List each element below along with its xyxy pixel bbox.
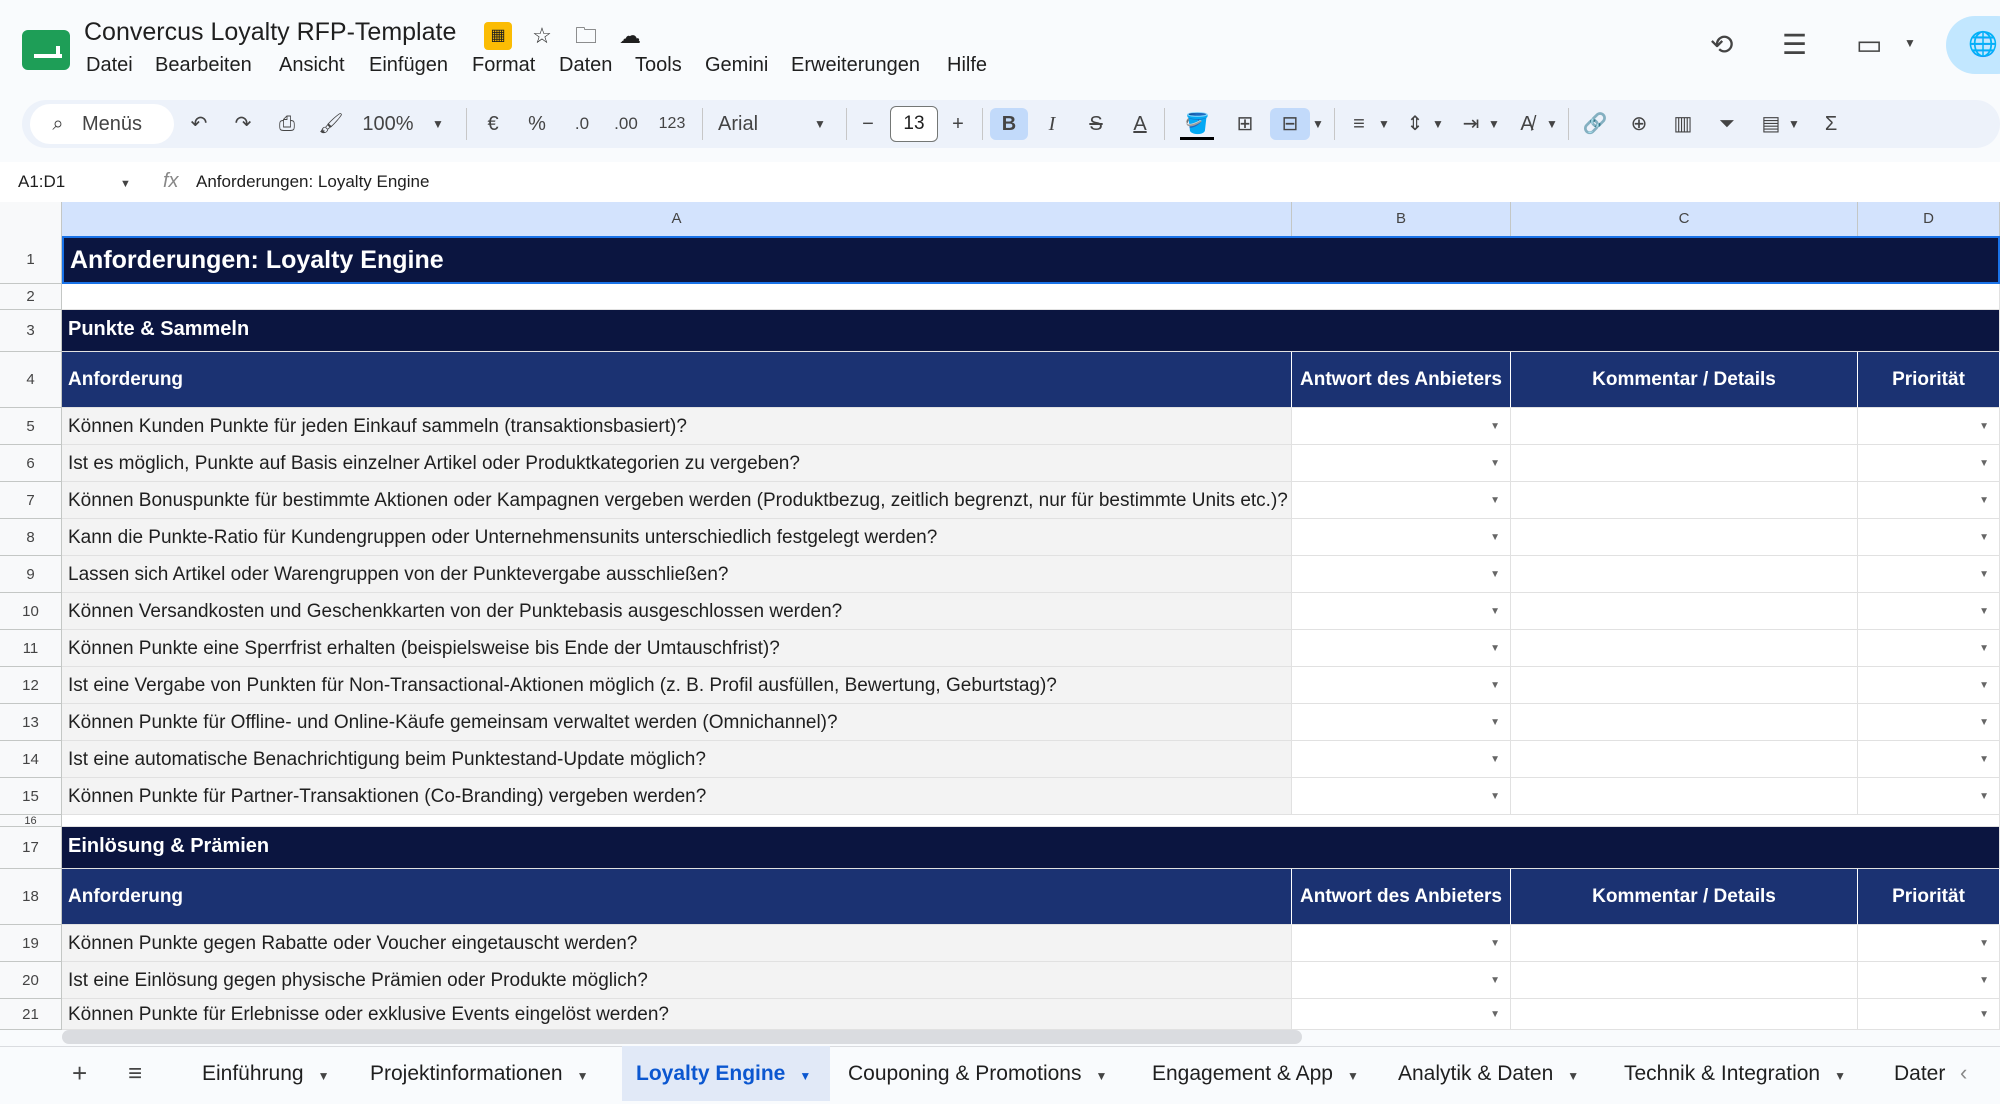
tab-label: Engagement & App	[1152, 1062, 1333, 1085]
tab-label: Couponing & Promotions	[848, 1062, 1082, 1085]
bold-button[interactable]: B	[990, 108, 1028, 140]
comment-cell[interactable]	[1511, 741, 1858, 778]
comment-cell[interactable]	[1511, 630, 1858, 667]
menu-search-label: Menüs	[82, 113, 143, 135]
meet-chevron-down-icon[interactable]: ▼	[1904, 36, 1916, 50]
tab-analytik-daten[interactable]	[1384, 1046, 1593, 1101]
tab-couponing-promotions[interactable]	[834, 1046, 1121, 1101]
borders-icon[interactable]: ⊞	[1236, 113, 1254, 135]
requirement-cell[interactable]: Ist eine Einlösung gegen physische Prämien oder Produkte möglich?	[62, 962, 1292, 999]
table-header-cell: Antwort des Anbieters	[1292, 869, 1511, 925]
row-number[interactable]: 3	[0, 310, 62, 352]
priority-dropdown[interactable]	[1858, 704, 2000, 741]
vendor-answer-dropdown[interactable]	[1292, 630, 1511, 667]
row-number[interactable]: 18	[0, 869, 62, 925]
row-number[interactable]: 11	[0, 630, 62, 667]
rotation-chevron-down-icon[interactable]: ▼	[1546, 117, 1558, 131]
divider	[982, 108, 983, 140]
tab-engagement-app[interactable]	[1138, 1046, 1373, 1101]
sheets-logo-icon[interactable]	[22, 30, 70, 70]
text-color-button[interactable]: A	[1133, 113, 1147, 135]
vendor-answer-dropdown[interactable]	[1292, 593, 1511, 630]
tab-label: Dater	[1894, 1062, 1946, 1085]
vendor-answer-dropdown[interactable]	[1292, 925, 1511, 962]
section-title[interactable]: Punkte & Sammeln	[62, 310, 2000, 352]
table-views-chevron-down-icon[interactable]: ▼	[1788, 117, 1800, 131]
zoom-select[interactable]: 100%	[362, 113, 414, 135]
vendor-answer-dropdown[interactable]	[1292, 556, 1511, 593]
row-number[interactable]: 8	[0, 519, 62, 556]
table-header-cell: Kommentar / Details	[1511, 352, 1858, 408]
filter-icon[interactable]: ⏷	[1719, 113, 1735, 135]
row-number[interactable]: 17	[0, 827, 62, 869]
comment-cell[interactable]	[1511, 482, 1858, 519]
empty-row[interactable]	[62, 815, 2000, 827]
requirement-cell[interactable]: Ist eine automatische Benachrichtigung beim Punktestand-Update möglich?	[62, 741, 1292, 778]
requirement-cell[interactable]: Können Punkte gegen Rabatte oder Voucher eingetauscht werden?	[62, 925, 1292, 962]
requirement-cell[interactable]: Kann die Punkte-Ratio für Kundengruppen oder Unternehmensunits unterschiedlich festgelegt werden?	[62, 519, 1292, 556]
meet-icon[interactable]: ▭	[1856, 29, 1883, 60]
tab-projektinformationen[interactable]	[356, 1046, 603, 1101]
row-number[interactable]: 7	[0, 482, 62, 519]
tab-loyalty-engine[interactable]	[622, 1046, 830, 1101]
comment-cell[interactable]	[1511, 667, 1858, 704]
tab-label: Technik & Integration	[1624, 1062, 1821, 1085]
priority-dropdown[interactable]	[1858, 741, 2000, 778]
priority-dropdown[interactable]	[1858, 408, 2000, 445]
menu-ansicht[interactable]: Ansicht	[279, 54, 345, 76]
align-chevron-down-icon[interactable]: ▼	[1378, 117, 1390, 131]
merge-cells-icon[interactable]: ⊟	[1270, 108, 1310, 140]
chevron-down-icon[interactable]: ▼	[1567, 1069, 1580, 1083]
wrap-chevron-down-icon[interactable]: ▼	[1488, 117, 1500, 131]
tab-daten-partial[interactable]	[1880, 1046, 1950, 1101]
requirement-cell[interactable]: Lassen sich Artikel oder Warengruppen von der Punktevergabe ausschließen?	[62, 556, 1292, 593]
increase-font-size-icon[interactable]: +	[952, 113, 964, 135]
table-header-cell: Antwort des Anbieters	[1292, 352, 1511, 408]
vendor-answer-dropdown[interactable]	[1292, 482, 1511, 519]
comment-cell[interactable]	[1511, 593, 1858, 630]
row-number[interactable]: 1	[0, 236, 62, 284]
priority-dropdown[interactable]	[1858, 925, 2000, 962]
chevron-down-icon[interactable]: ▼	[799, 1069, 812, 1083]
fx-icon: fx	[163, 170, 179, 192]
vendor-answer-dropdown[interactable]	[1292, 778, 1511, 815]
italic-button[interactable]: I	[1048, 113, 1056, 135]
print-icon[interactable]: ⎙	[279, 113, 295, 135]
menu-tools[interactable]: Tools	[635, 54, 682, 76]
vendor-answer-dropdown[interactable]	[1292, 741, 1511, 778]
horizontal-scrollbar[interactable]	[62, 1030, 1302, 1044]
table-badge-icon[interactable]: ▦	[484, 22, 512, 50]
row-number[interactable]: 19	[0, 925, 62, 962]
zoom-chevron-down-icon[interactable]: ▼	[432, 117, 444, 131]
chevron-down-icon[interactable]: ▼	[1095, 1069, 1108, 1083]
divider	[702, 108, 703, 140]
priority-dropdown[interactable]	[1858, 999, 2000, 1030]
vendor-answer-dropdown[interactable]	[1292, 519, 1511, 556]
table-header-cell: Anforderung	[62, 352, 1292, 408]
all-sheets-icon[interactable]: ≡	[128, 1060, 143, 1087]
tab-label: Loyalty Engine	[636, 1062, 786, 1085]
table-header-cell: Anforderung	[62, 869, 1292, 925]
search-icon: ⌕	[52, 113, 64, 135]
comment-cell[interactable]	[1511, 925, 1858, 962]
tab-label: Einführung	[202, 1062, 304, 1085]
column-header-d[interactable]: D	[1858, 202, 2000, 236]
vendor-answer-dropdown[interactable]	[1292, 704, 1511, 741]
tab-label: Analytik & Daten	[1398, 1062, 1554, 1085]
requirement-cell[interactable]: Können Kunden Punkte für jeden Einkauf sammeln (transaktionsbasiert)?	[62, 408, 1292, 445]
percent-format-button[interactable]: %	[528, 113, 546, 135]
requirement-cell[interactable]: Können Punkte eine Sperrfrist erhalten (beispielsweise bis Ende der Umtauschfrist)?	[62, 630, 1292, 667]
divider	[1334, 108, 1335, 140]
tab-label: Projektinformationen	[370, 1062, 563, 1085]
text-wrapping-icon[interactable]: ⇥	[1462, 113, 1480, 135]
share-button[interactable]	[1946, 16, 2000, 74]
redo-icon[interactable]: ↷	[234, 113, 252, 135]
row-number[interactable]: 5	[0, 408, 62, 445]
priority-dropdown[interactable]	[1858, 962, 2000, 999]
divider	[846, 108, 847, 140]
menu-datei[interactable]: Datei	[86, 54, 133, 76]
insert-link-icon[interactable]: 🔗	[1582, 113, 1608, 135]
font-chevron-down-icon[interactable]: ▼	[814, 117, 826, 131]
strikethrough-button[interactable]: S	[1089, 113, 1103, 135]
comments-icon[interactable]: ☰	[1782, 29, 1808, 60]
insert-comment-icon[interactable]: ⊕	[1630, 113, 1648, 135]
comment-cell[interactable]	[1511, 999, 1858, 1030]
requirement-cell[interactable]: Können Bonuspunkte für bestimmte Aktionen oder Kampagnen vergeben werden (Produktbezug, zeitlich begrenzt, nur für bestimmte Units etc.)?	[62, 482, 1292, 519]
sheet-title[interactable]: Anforderungen: Loyalty Engine	[62, 236, 2000, 284]
requirement-cell[interactable]: Können Versandkosten und Geschenkkarten von der Punktebasis ausgeschlossen werden?	[62, 593, 1292, 630]
star-icon[interactable]: ☆	[532, 23, 552, 48]
requirement-cell[interactable]: Können Punkte für Erlebnisse oder exklusive Events eingelöst werden?	[62, 999, 1292, 1030]
row-number[interactable]: 10	[0, 593, 62, 630]
divider	[466, 108, 467, 140]
priority-dropdown[interactable]	[1858, 778, 2000, 815]
row-number[interactable]: 14	[0, 741, 62, 778]
comment-cell[interactable]	[1511, 519, 1858, 556]
move-folder-icon[interactable]: 🗀	[574, 23, 597, 48]
column-header-b[interactable]: B	[1292, 202, 1511, 236]
vertical-align-icon[interactable]: ⇕	[1406, 113, 1424, 135]
scroll-tabs-left-icon[interactable]: ‹	[1960, 1060, 1968, 1085]
fill-color-icon[interactable]: 🪣	[1180, 108, 1214, 140]
more-formats-button[interactable]: 123	[658, 115, 686, 132]
row-number[interactable]: 16	[0, 815, 62, 827]
chevron-down-icon[interactable]: ▼	[576, 1069, 589, 1083]
comment-cell[interactable]	[1511, 962, 1858, 999]
divider	[1568, 108, 1569, 140]
formula-input[interactable]: Anforderungen: Loyalty Engine	[196, 172, 430, 191]
comment-cell[interactable]	[1511, 408, 1858, 445]
menu-gemini[interactable]: Gemini	[705, 54, 769, 76]
undo-icon[interactable]: ↶	[190, 113, 208, 135]
text-rotation-icon[interactable]: A̸	[1520, 113, 1534, 135]
priority-dropdown[interactable]	[1858, 593, 2000, 630]
column-header-a[interactable]: A	[62, 202, 1292, 236]
menu-format[interactable]: Format	[472, 54, 536, 76]
menu-daten[interactable]: Daten	[559, 54, 613, 76]
section-title[interactable]: Einlösung & Prämien	[62, 827, 2000, 869]
vendor-answer-dropdown[interactable]	[1292, 999, 1511, 1030]
table-views-icon[interactable]: ▤	[1761, 113, 1781, 135]
name-box[interactable]: A1:D1	[18, 172, 66, 191]
chevron-down-icon[interactable]: ▼	[1834, 1069, 1847, 1083]
vendor-answer-dropdown[interactable]	[1292, 962, 1511, 999]
tab-technik-integration[interactable]	[1610, 1046, 1860, 1101]
font-size-input[interactable]: 13	[890, 106, 938, 142]
priority-dropdown[interactable]	[1858, 667, 2000, 704]
requirement-cell[interactable]: Können Punkte für Offline- und Online-Käufe gemeinsam verwaltet werden (Omnichannel)?	[62, 704, 1292, 741]
row-number[interactable]: 2	[0, 284, 62, 310]
functions-button[interactable]: Σ	[1824, 113, 1838, 135]
comment-cell[interactable]	[1511, 778, 1858, 815]
empty-row[interactable]	[62, 284, 2000, 310]
row-number[interactable]: 15	[0, 778, 62, 815]
comment-cell[interactable]	[1511, 445, 1858, 482]
select-all-corner[interactable]	[0, 202, 62, 236]
document-title[interactable]: Convercus Loyalty RFP-Template	[84, 18, 457, 46]
requirement-cell[interactable]: Ist es möglich, Punkte auf Basis einzelner Artikel oder Produktkategorien zu vergeben?	[62, 445, 1292, 482]
column-header-c[interactable]: C	[1511, 202, 1858, 236]
requirement-cell[interactable]: Ist eine Vergabe von Punkten für Non-Transactional-Aktionen möglich (z. B. Profil ausfüllen, Bewertung, Geburtstag)?	[62, 667, 1292, 704]
comment-cell[interactable]	[1511, 556, 1858, 593]
chevron-down-icon[interactable]: ▼	[1346, 1069, 1359, 1083]
valign-chevron-down-icon[interactable]: ▼	[1432, 117, 1444, 131]
priority-dropdown[interactable]	[1858, 630, 2000, 667]
priority-dropdown[interactable]	[1858, 482, 2000, 519]
priority-dropdown[interactable]	[1858, 519, 2000, 556]
currency-format-button[interactable]: €	[487, 113, 499, 135]
vendor-answer-dropdown[interactable]	[1292, 408, 1511, 445]
priority-dropdown[interactable]	[1858, 445, 2000, 482]
font-select[interactable]: Arial	[718, 113, 759, 135]
insert-chart-icon[interactable]: ▥	[1673, 113, 1693, 135]
priority-dropdown[interactable]	[1858, 556, 2000, 593]
globe-icon: 🌐	[1968, 31, 1998, 58]
vendor-answer-dropdown[interactable]	[1292, 445, 1511, 482]
menu-einfuegen[interactable]: Einfügen	[369, 54, 448, 76]
row-number[interactable]: 12	[0, 667, 62, 704]
name-box-chevron-down-icon[interactable]: ▼	[120, 178, 131, 190]
horizontal-align-icon[interactable]: ≡	[1353, 113, 1365, 135]
comment-cell[interactable]	[1511, 704, 1858, 741]
menu-bearbeiten[interactable]: Bearbeiten	[155, 54, 252, 76]
row-number[interactable]: 20	[0, 962, 62, 999]
add-sheet-icon[interactable]: +	[72, 1058, 88, 1088]
table-header-cell: Kommentar / Details	[1511, 869, 1858, 925]
decrease-decimal-button[interactable]: .0	[574, 114, 590, 133]
table-header-cell: Priorität	[1858, 869, 2000, 925]
row-number[interactable]: 9	[0, 556, 62, 593]
divider	[1164, 108, 1165, 140]
row-number[interactable]: 4	[0, 352, 62, 408]
tab-einfuehrung[interactable]	[188, 1046, 343, 1101]
table-header-cell: Priorität	[1858, 352, 2000, 408]
requirement-cell[interactable]: Können Punkte für Partner-Transaktionen (Co-Branding) vergeben werden?	[62, 778, 1292, 815]
history-icon[interactable]: ⟲	[1710, 29, 1734, 60]
vendor-answer-dropdown[interactable]	[1292, 667, 1511, 704]
menu-hilfe[interactable]: Hilfe	[947, 54, 988, 76]
decrease-font-size-icon[interactable]: −	[862, 113, 874, 135]
increase-decimal-button[interactable]: .00	[614, 114, 638, 133]
merge-chevron-down-icon[interactable]: ▼	[1312, 117, 1324, 131]
paint-format-icon[interactable]: 🖌	[318, 113, 344, 135]
row-number[interactable]: 21	[0, 999, 62, 1030]
menu-erweiterungen[interactable]: Erweiterungen	[791, 54, 920, 76]
chevron-down-icon[interactable]: ▼	[317, 1069, 330, 1083]
row-number[interactable]: 6	[0, 445, 62, 482]
row-number[interactable]: 13	[0, 704, 62, 741]
cloud-status-icon[interactable]: ☁	[619, 23, 641, 48]
